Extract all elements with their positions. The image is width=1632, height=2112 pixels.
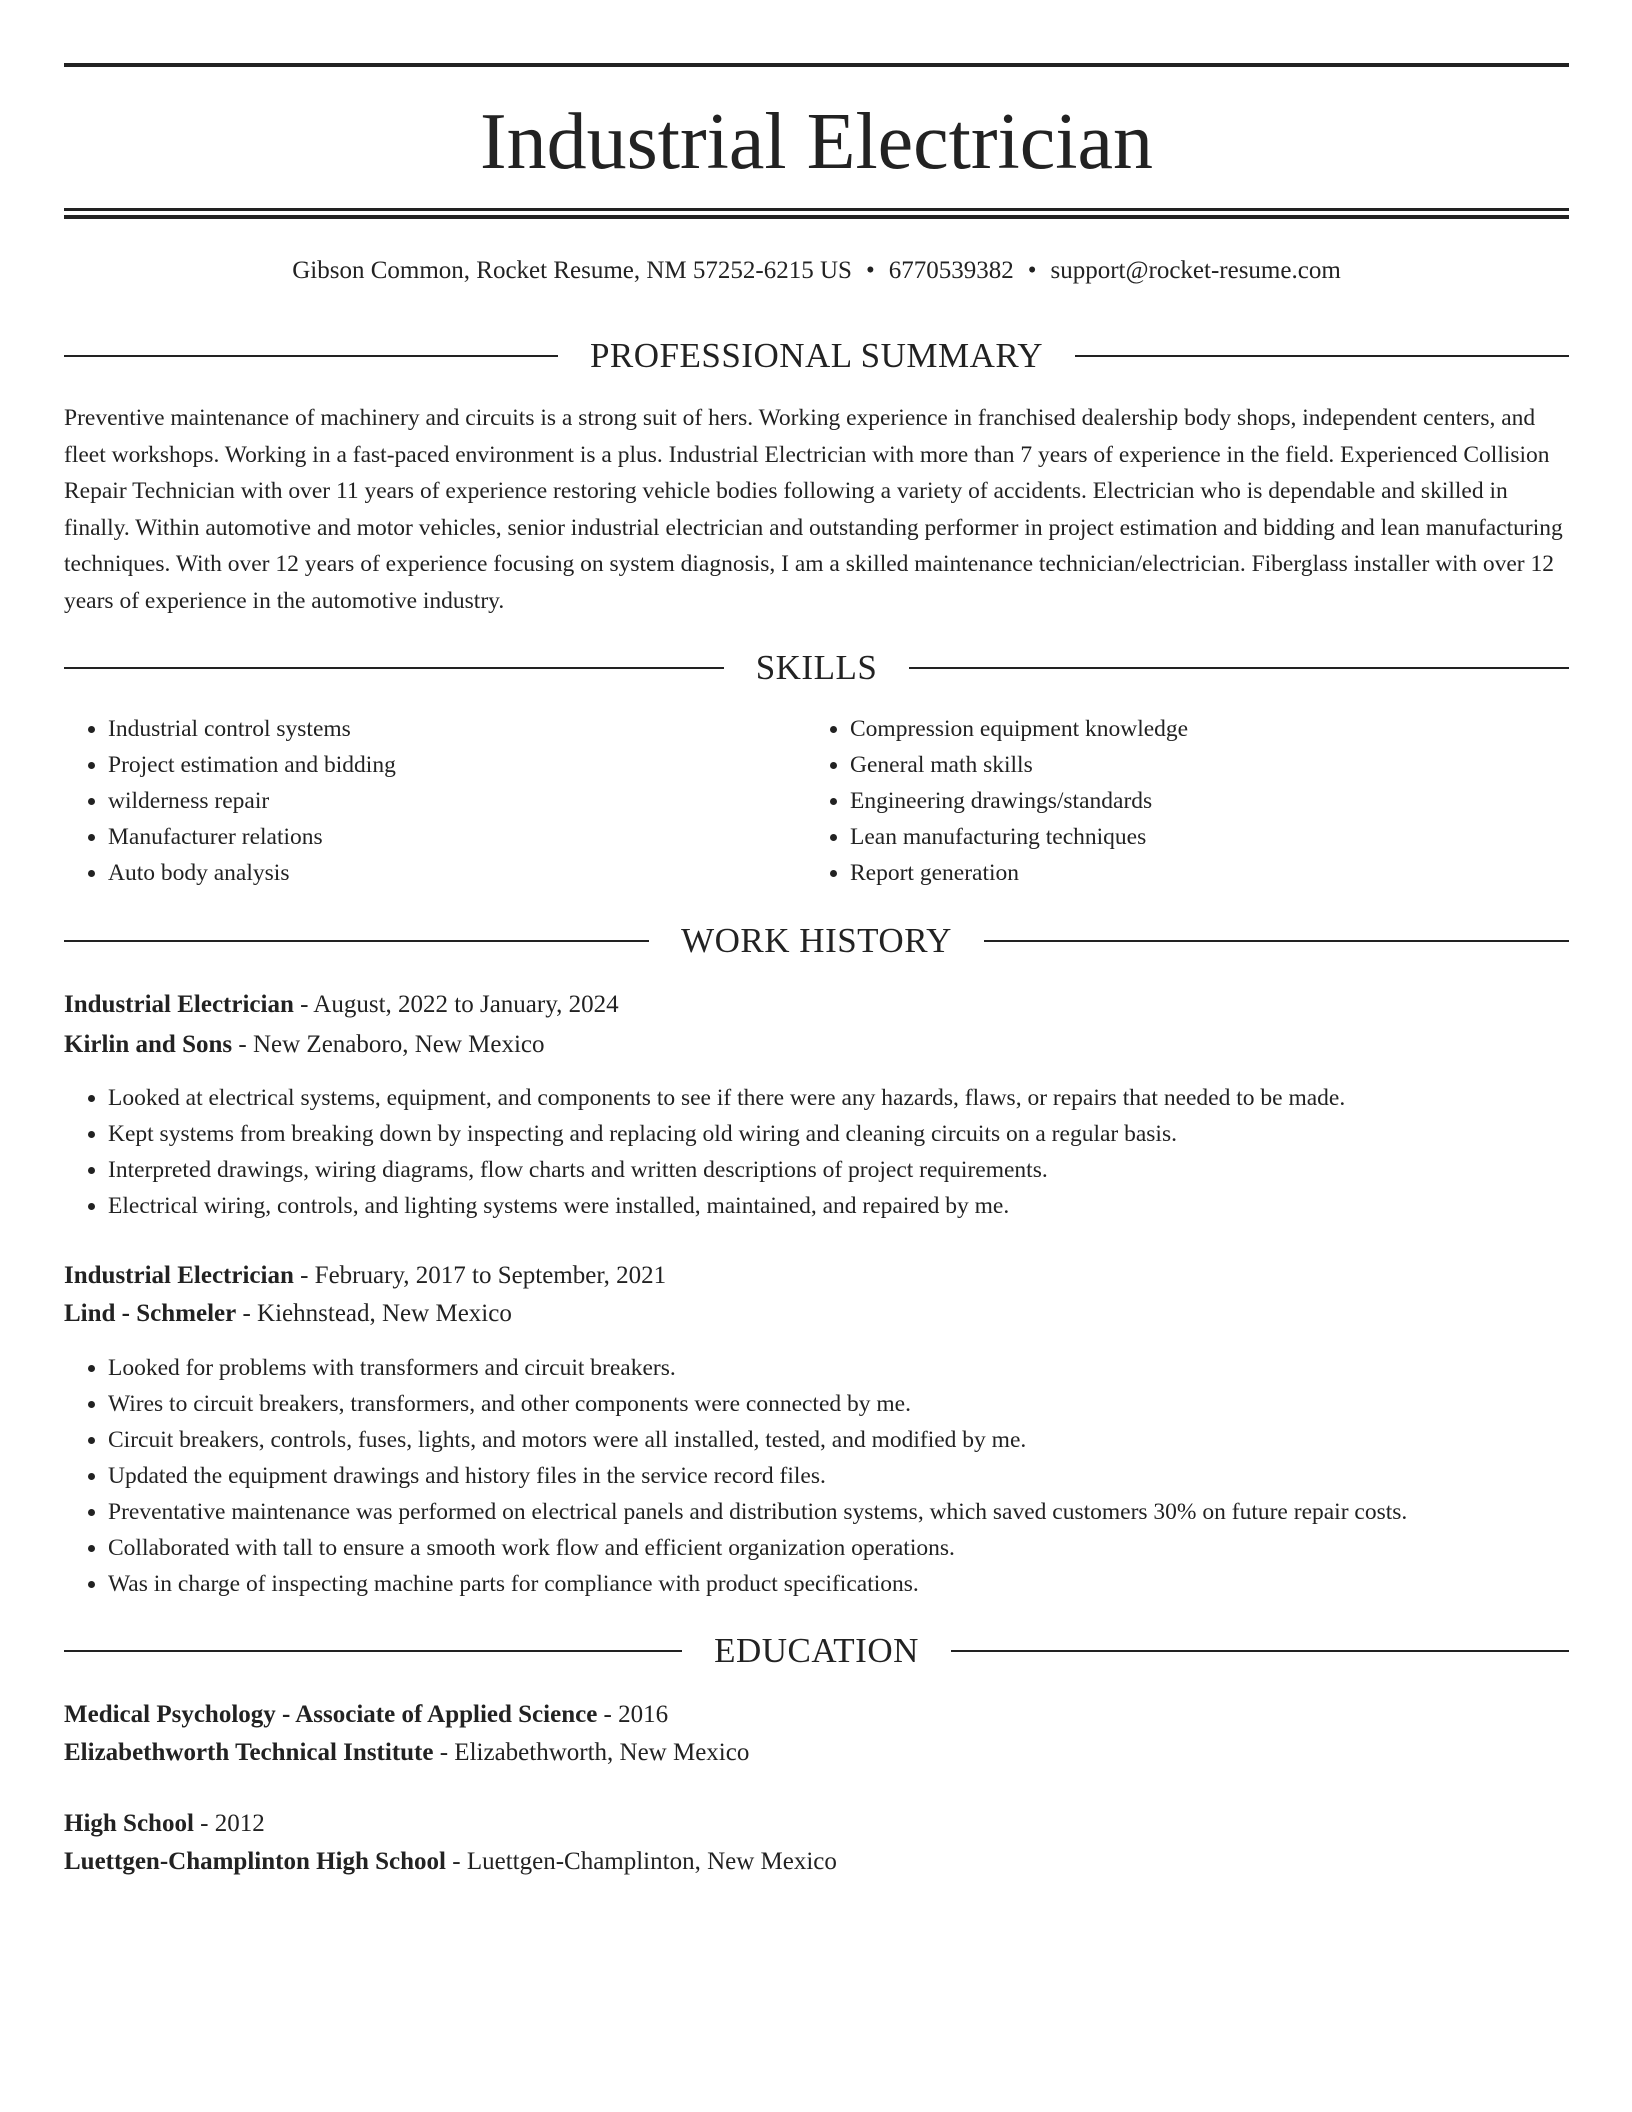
- skills-heading: [64, 646, 1569, 690]
- job-title: Industrial Electrician: [64, 991, 294, 1018]
- education-school-line: [64, 1843, 1569, 1881]
- job-company: Lind - Schmeler: [64, 1300, 237, 1327]
- work-heading: [64, 919, 1569, 963]
- job-duties: [64, 1080, 1569, 1224]
- duty-item: • Was in charge of inspecting machine parts for compliance with product specifications.: [108, 1566, 1569, 1602]
- duty-item: • Updated the equipment drawings and history files in the service record files.: [108, 1458, 1569, 1494]
- divider-line: [951, 1650, 1569, 1652]
- divider-line: [1075, 355, 1569, 357]
- job-dates: - February, 2017 to September, 2021: [293, 1262, 667, 1289]
- contact-line: [64, 254, 1569, 288]
- education-year: - 2016: [597, 1701, 669, 1728]
- contact-email: support@rocket-resume.com: [1050, 257, 1341, 284]
- duty-item: • Wires to circuit breakers, transformers, and other components were connected by me.: [108, 1386, 1569, 1422]
- education-heading: [64, 1629, 1569, 1673]
- duty-item: • Circuit breakers, controls, fuses, lights, and motors were all installed, tested, and modified by me.: [108, 1422, 1569, 1458]
- skill-item: • Project estimation and bidding: [108, 747, 764, 783]
- education-school: Elizabethworth Technical Institute: [64, 1739, 434, 1766]
- skill-item: • Industrial control systems: [108, 711, 764, 747]
- job-company-line: [64, 1026, 1569, 1064]
- section-title: WORK HISTORY: [681, 921, 952, 960]
- contact-separator: •: [1027, 257, 1037, 284]
- duty-item: • Collaborated with tall to ensure a smooth work flow and efficient organization operations.: [108, 1530, 1569, 1566]
- job-company-line: [64, 1295, 1569, 1333]
- skill-item: • Auto body analysis: [108, 855, 764, 891]
- divider-line: [909, 667, 1569, 669]
- job-title-line: [64, 986, 1569, 1024]
- duty-item: • Looked at electrical systems, equipment, and components to see if there were any hazards, flaws, or repairs that needed to be made.: [108, 1080, 1569, 1116]
- job-location: - Kiehnstead, New Mexico: [236, 1300, 512, 1327]
- job-dates: - August, 2022 to January, 2024: [293, 991, 619, 1018]
- divider-line: [64, 355, 558, 357]
- education-location: - Luettgen-Champlinton, New Mexico: [446, 1848, 837, 1875]
- contact-phone: 6770539382: [888, 257, 1014, 284]
- divider-line: [64, 1650, 682, 1652]
- education-location: - Elizabethworth, New Mexico: [433, 1739, 750, 1766]
- education-degree-line: [64, 1805, 1569, 1843]
- candidate-name: Industrial Electrician: [479, 98, 1154, 186]
- skill-item: • Manufacturer relations: [108, 819, 764, 855]
- duty-item: • Kept systems from breaking down by inspecting and replacing old wiring and cleaning circuits on a regular basis.: [108, 1116, 1569, 1152]
- education-degree: High School: [64, 1810, 194, 1837]
- contact-separator: •: [865, 257, 875, 284]
- duty-item: • Electrical wiring, controls, and lighting systems were installed, maintained, and repaired by me.: [108, 1188, 1569, 1224]
- skills-column-left: [64, 711, 764, 891]
- education-degree: Medical Psychology - Associate of Applied Science: [64, 1701, 598, 1728]
- section-title: SKILLS: [755, 648, 878, 687]
- education-school-line: [64, 1734, 1569, 1772]
- education-degree-line: [64, 1696, 1569, 1734]
- education-year: - 2012: [193, 1810, 265, 1837]
- section-title: PROFESSIONAL SUMMARY: [589, 336, 1044, 375]
- skill-item: • wilderness repair: [108, 783, 764, 819]
- name-rule-upper: [64, 208, 1569, 211]
- divider-line: [984, 940, 1569, 942]
- skills-column-right: [806, 711, 1506, 891]
- summary-text: Preventive maintenance of machinery and circuits is a strong suit of hers. Working experience in franchised dealership body shops, independent centers, and fleet workshops. Working in a fast-paced environment is a plus. Industrial Electrician with more than 7 years of experience in the field. Experienced Collision Repair Technician with over 11 years of experience restoring vehicle bodies following a variety of accidents. Electrician who is dependable and skilled in finally. Within automotive and motor vehicles, senior industrial electrician and outstanding performer in project estimation and bidding and lean manufacturing techniques. With over 12 years of experience focusing on system diagnosis, I am a skilled maintenance technician/electrician. Fiberglass installer with over 12 years of experience in the automotive industry.: [64, 405, 1563, 614]
- job-location: - New Zenaboro, New Mexico: [232, 1031, 545, 1058]
- duty-item: • Interpreted drawings, wiring diagrams, flow charts and written descriptions of project requirements.: [108, 1152, 1569, 1188]
- contact-address: Gibson Common, Rocket Resume, NM 57252-6215 US: [292, 257, 852, 284]
- name-rule-lower: [64, 215, 1569, 219]
- skill-item: • General math skills: [850, 747, 1506, 783]
- job-title: Industrial Electrician: [64, 1262, 294, 1289]
- duty-item: • Preventative maintenance was performed on electrical panels and distribution systems, which saved customers 30% on future repair costs.: [108, 1494, 1569, 1530]
- top-rule: [64, 63, 1569, 67]
- divider-line: [64, 940, 649, 942]
- education-school: Luettgen-Champlinton High School: [64, 1848, 447, 1875]
- skill-item: • Engineering drawings/standards: [850, 783, 1506, 819]
- skill-item: • Compression equipment knowledge: [850, 711, 1506, 747]
- duty-item: • Looked for problems with transformers and circuit breakers.: [108, 1350, 1569, 1386]
- divider-line: [64, 667, 724, 669]
- job-title-line: [64, 1257, 1569, 1295]
- skill-item: • Lean manufacturing techniques: [850, 819, 1506, 855]
- job-company: Kirlin and Sons: [64, 1031, 233, 1058]
- summary-heading: [64, 334, 1569, 378]
- section-title: EDUCATION: [714, 1631, 919, 1670]
- job-duties: [64, 1350, 1569, 1602]
- skill-item: • Report generation: [850, 855, 1506, 891]
